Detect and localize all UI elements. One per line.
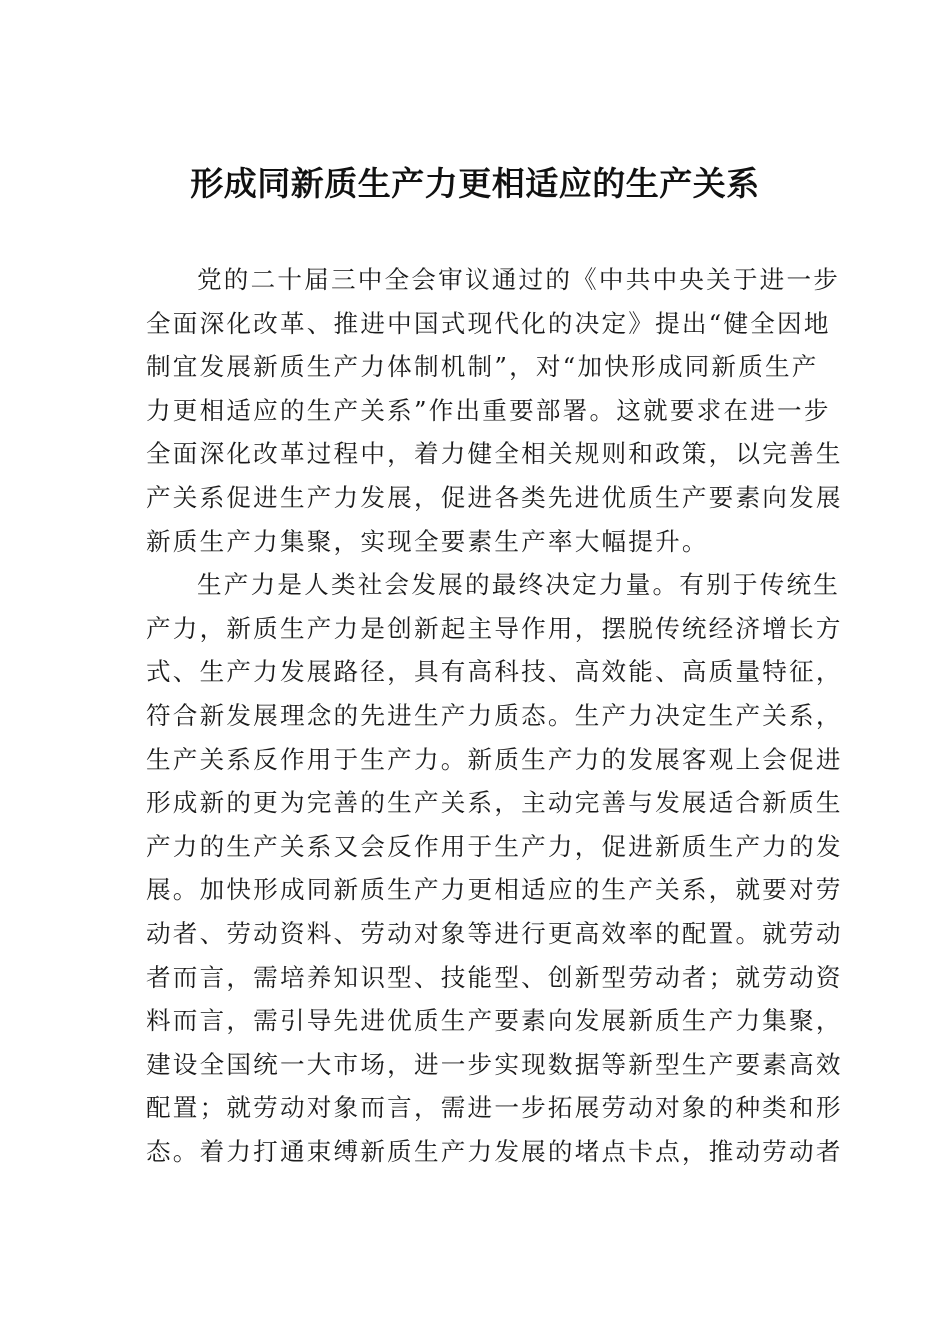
- paragraph-line: 产力的生产关系又会反作用于生产力，促进新质生产力的发: [146, 831, 843, 861]
- paragraph-line: 符合新发展理念的先进生产力质态。生产力决定生产关系，: [146, 700, 843, 730]
- document-body: [146, 258, 843, 1173]
- paragraph-line: 料而言，需引导先进优质生产要素向发展新质生产力集聚，: [146, 1006, 843, 1036]
- paragraph-line: 展。加快形成同新质生产力更相适应的生产关系，就要对劳: [146, 875, 843, 905]
- paragraph-line: 力更相适应的生产关系”作出重要部署。这就要求在进一步: [146, 395, 831, 425]
- paragraph-line: 生产力是人类社会发展的最终决定力量。有别于传统生: [197, 570, 841, 600]
- paragraph-line: 形成新的更为完善的生产关系，主动完善与发展适合新质生: [146, 788, 843, 818]
- paragraph-line: 产力，新质生产力是创新起主导作用，摆脱传统经济增长方: [146, 613, 843, 643]
- paragraph-1: [146, 258, 843, 563]
- paragraph-2: [146, 563, 843, 1173]
- paragraph-line: 者而言，需培养知识型、技能型、创新型劳动者；就劳动资: [146, 962, 843, 992]
- document-title: 形成同新质生产力更相适应的生产关系: [190, 164, 760, 203]
- paragraph-line: 生产关系反作用于生产力。新质生产力的发展客观上会促进: [146, 744, 843, 774]
- paragraph-line: 全面深化改革过程中，着力健全相关规则和政策，以完善生: [146, 439, 843, 469]
- paragraph-line: 新质生产力集聚，实现全要素生产率大幅提升。: [146, 526, 709, 556]
- paragraph-line: 动者、劳动资料、劳动对象等进行更高效率的配置。就劳动: [146, 918, 843, 948]
- paragraph-line: 党的二十届三中全会审议通过的《中共中央关于进一步: [197, 265, 841, 294]
- paragraph-line: 建设全国统一大市场，进一步实现数据等新型生产要素高效: [146, 1049, 843, 1079]
- paragraph-line: 式、生产力发展路径，具有高科技、高效能、高质量特征，: [146, 657, 843, 687]
- paragraph-line: 配置；就劳动对象而言，需进一步拓展劳动对象的种类和形: [146, 1093, 843, 1123]
- paragraph-line: 态。着力打通束缚新质生产力发展的堵点卡点，推动劳动者: [146, 1136, 843, 1166]
- paragraph-line: 制宜发展新质生产力体制机制”，对“加快形成同新质生产: [146, 352, 819, 382]
- paragraph-line: 产关系促进生产力发展，促进各类先进优质生产要素向发展: [146, 482, 843, 512]
- paragraph-line: 全面深化改革、推进中国式现代化的决定》提出“健全因地: [146, 308, 831, 338]
